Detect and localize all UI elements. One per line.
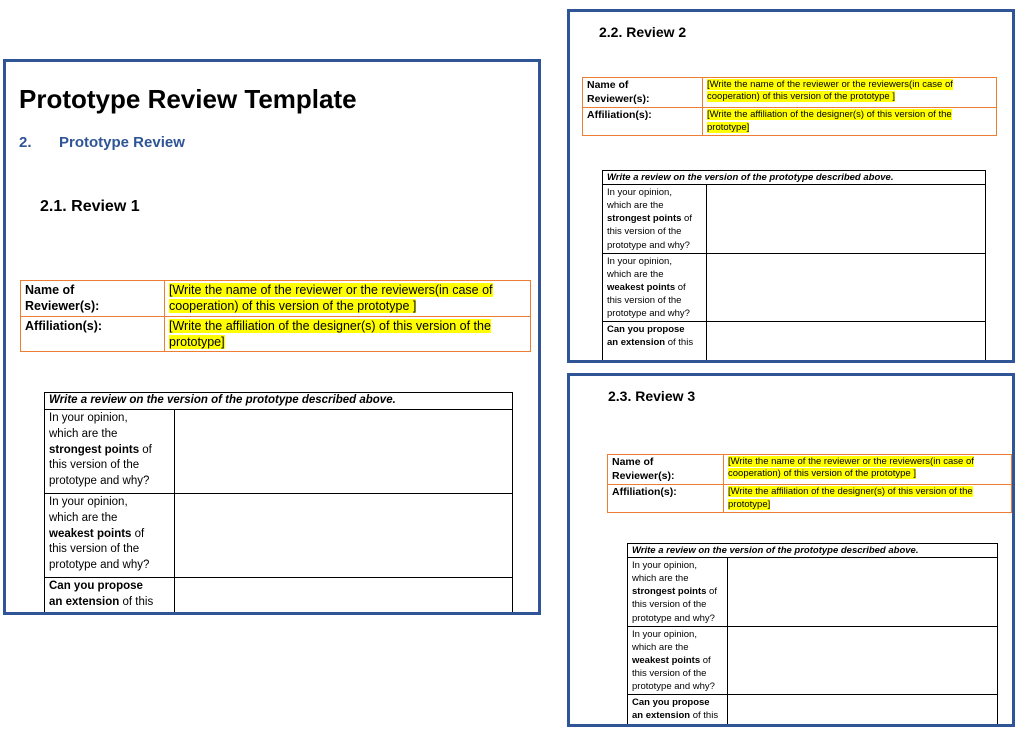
weakest-points-row — [603, 253, 986, 322]
affiliation-label: Affiliation(s): — [608, 485, 724, 513]
review-table — [627, 543, 998, 727]
extension-answer[interactable] — [175, 577, 513, 615]
review-table — [44, 392, 513, 615]
reviewer-name-field[interactable]: [Write the name of the reviewer or the reviewers(in case of cooperation) of this version of the prototype ] — [165, 281, 531, 317]
weakest-points-answer[interactable] — [175, 493, 513, 577]
weakest-points-question: In your opinion, which are the weakest points of this version of the prototype and why? — [45, 493, 175, 577]
strongest-points-question: In your opinion, which are the strongest points of this version of the prototype and why? — [628, 558, 728, 627]
review-1-panel — [3, 59, 541, 615]
subsection-title: 2.1. Review 1 — [40, 198, 140, 215]
extension-row — [628, 695, 998, 727]
reviewer-info-table — [20, 280, 531, 352]
weakest-points-answer[interactable] — [707, 253, 986, 322]
subsection-title: 2.3. Review 3 — [608, 388, 696, 404]
weakest-points-answer[interactable] — [728, 626, 998, 695]
affiliation-row — [583, 108, 997, 136]
section-number: 2. — [19, 134, 32, 151]
affiliation-field[interactable]: [Write the affiliation of the designer(s) of this version of the prototype] — [724, 485, 1012, 513]
affiliation-row — [608, 485, 1012, 513]
reviewer-name-row — [21, 281, 531, 317]
affiliation-row — [21, 316, 531, 352]
reviewer-info-table — [582, 77, 997, 136]
affiliation-label: Affiliation(s): — [21, 316, 165, 352]
reviewer-name-label: Name of Reviewer(s): — [583, 78, 703, 108]
affiliation-field[interactable]: [Write the affiliation of the designer(s) of this version of the prototype] — [165, 316, 531, 352]
reviewer-name-row — [608, 455, 1012, 485]
strongest-points-row — [45, 409, 513, 493]
subsection-title: 2.2. Review 2 — [599, 24, 687, 40]
extension-answer[interactable] — [728, 695, 998, 727]
review-table-header: Write a review on the version of the prototype described above. — [628, 544, 998, 558]
weakest-points-question: In your opinion, which are the weakest points of this version of the prototype and why? — [628, 626, 728, 695]
strongest-points-answer[interactable] — [707, 185, 986, 254]
reviewer-name-label: Name of Reviewer(s): — [608, 455, 724, 485]
extension-question: Can you propose an extension of this — [628, 695, 728, 727]
extension-question: Can you propose an extension of this — [45, 577, 175, 615]
weakest-points-question: In your opinion, which are the weakest points of this version of the prototype and why? — [603, 253, 707, 322]
reviewer-name-field[interactable]: [Write the name of the reviewer or the reviewers(in case of cooperation) of this version of the prototype ] — [703, 78, 997, 108]
strongest-points-answer[interactable] — [728, 558, 998, 627]
section-title: Prototype Review — [59, 134, 185, 151]
review-3-panel — [567, 373, 1015, 727]
extension-answer[interactable] — [707, 322, 986, 363]
reviewer-name-label: Name of Reviewer(s): — [21, 281, 165, 317]
weakest-points-row — [628, 626, 998, 695]
review-table-header: Write a review on the version of the prototype described above. — [603, 171, 986, 185]
reviewer-info-table — [607, 454, 1012, 513]
affiliation-label: Affiliation(s): — [583, 108, 703, 136]
review-table-header: Write a review on the version of the prototype described above. — [45, 393, 513, 410]
strongest-points-answer[interactable] — [175, 409, 513, 493]
extension-question: Can you propose an extension of this — [603, 322, 707, 363]
strongest-points-question: In your opinion, which are the strongest points of this version of the prototype and why? — [603, 185, 707, 254]
reviewer-name-field[interactable]: [Write the name of the reviewer or the reviewers(in case of cooperation) of this version of the prototype ] — [724, 455, 1012, 485]
review-2-panel — [567, 9, 1015, 363]
document-title: Prototype Review Template — [19, 84, 357, 114]
extension-row — [603, 322, 986, 363]
extension-row — [45, 577, 513, 615]
strongest-points-question: In your opinion, which are the strongest points of this version of the prototype and why? — [45, 409, 175, 493]
affiliation-field[interactable]: [Write the affiliation of the designer(s) of this version of the prototype] — [703, 108, 997, 136]
review-table — [602, 170, 986, 363]
reviewer-name-row — [583, 78, 997, 108]
weakest-points-row — [45, 493, 513, 577]
strongest-points-row — [603, 185, 986, 254]
strongest-points-row — [628, 558, 998, 627]
